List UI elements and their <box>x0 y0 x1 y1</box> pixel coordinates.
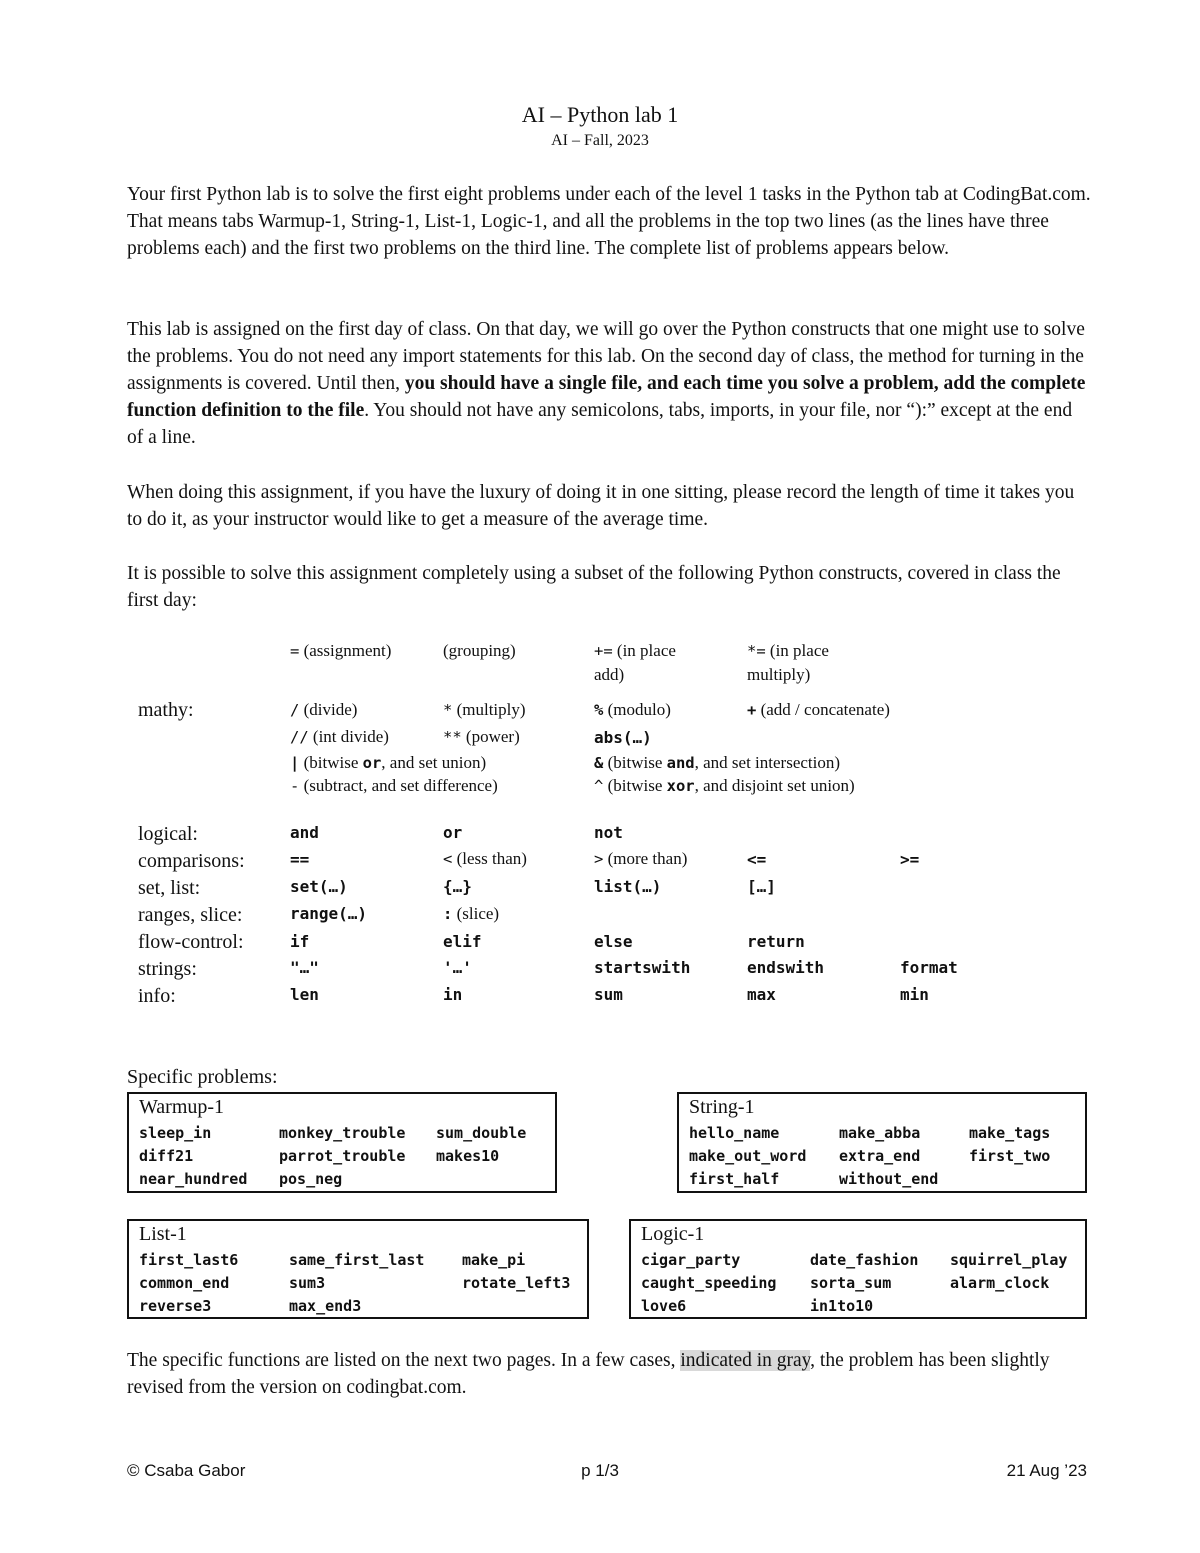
keyword-more-than: > (more than) <box>594 849 688 868</box>
flow-control-label: flow-control: <box>138 931 244 953</box>
construct-modulo: % (modulo) <box>594 700 671 719</box>
set-list-label: set, list: <box>138 877 201 899</box>
construct-divide: / (divide) <box>290 700 358 719</box>
problem-item: first_two <box>969 1147 1051 1165</box>
comparisons-label: comparisons: <box>138 850 245 872</box>
problem-item: alarm_clock <box>950 1274 1050 1292</box>
closing-pre: The specific functions are listed on the next two pages. In a few cases, <box>127 1350 681 1371</box>
keyword-sum: sum <box>594 985 623 1004</box>
problem-item: near_hundred <box>139 1170 248 1188</box>
mathy-label: mathy: <box>138 699 194 721</box>
keyword-list: list(…) <box>594 877 662 896</box>
construct-multiply: * (multiply) <box>443 700 526 719</box>
construct-times-equals: *= (in place <box>747 641 829 660</box>
construct-add: + (add / concatenate) <box>747 700 890 719</box>
keyword-greater-equal: >= <box>900 850 920 869</box>
closing-post: , the problem has been slightly revised from the version on codingbat.com. <box>127 1350 1050 1398</box>
keyword-and: and <box>290 823 319 842</box>
problem-item: max_end3 <box>289 1297 362 1315</box>
keyword-in: in <box>443 985 463 1004</box>
keyword-startswith: startswith <box>594 958 691 977</box>
keyword-endswith: endswith <box>747 958 825 977</box>
keyword-slice: : (slice) <box>443 904 500 923</box>
problem-item: make_abba <box>839 1124 921 1142</box>
keyword-equals: == <box>290 850 310 869</box>
constructs-paragraph: It is possible to solve this assignment completely using a subset of the following Python constructs, covered in class the first day: <box>127 563 1061 611</box>
timing-paragraph: When doing this assignment, if you have the luxury of doing it in one sitting, please record the length of time it takes you to do it, as your instructor would like to get a measure of the average time. <box>127 482 1075 530</box>
assignment-paragraph-bold: you should have a single file, and each time you solve a problem, add the complete function definition to the file <box>127 373 1086 421</box>
problem-item: make_tags <box>969 1124 1051 1142</box>
logic-1-title: Logic-1 <box>641 1223 705 1245</box>
construct-power: ** (power) <box>443 727 520 746</box>
construct-abs: abs(…) <box>594 728 652 747</box>
problem-item: sorta_sum <box>810 1274 892 1292</box>
string-1-title: String-1 <box>689 1096 755 1118</box>
assignment-paragraph <box>127 316 1092 451</box>
problem-item: monkey_trouble <box>279 1124 406 1142</box>
keyword-return: return <box>747 932 805 951</box>
construct-times-equals-cont: multiply) <box>747 665 811 684</box>
problem-item: same_first_last <box>289 1251 425 1269</box>
problem-item: hello_name <box>689 1124 780 1142</box>
problem-item: squirrel_play <box>950 1251 1068 1269</box>
keyword-or: or <box>443 823 463 842</box>
construct-plus-equals: += (in place <box>594 641 676 660</box>
problem-item: makes10 <box>436 1147 500 1165</box>
problem-item: rotate_left3 <box>462 1274 571 1292</box>
keyword-min: min <box>900 985 929 1004</box>
problem-item: caught_speeding <box>641 1274 777 1292</box>
intro-paragraph: Your first Python lab is to solve the first eight problems under each of the level 1 tasks in the Python tab at CodingBat.com. That means tabs Warmup-1, String-1, List-1, Logic-1, and all the problems in the top two lines (as the lines have three problems each) and the first two problems on the third line. The complete list of problems appears below. <box>127 184 1091 259</box>
keyword-range: range(…) <box>290 904 368 923</box>
info-label: info: <box>138 985 176 1007</box>
logic-1-box <box>629 1219 1087 1319</box>
keyword-elif: elif <box>443 932 482 951</box>
construct-bitwise-or: | (bitwise or, and set union) <box>290 753 487 772</box>
problem-item: reverse3 <box>139 1297 212 1315</box>
footer-page-number: p 1/3 <box>581 1461 619 1480</box>
problem-item: first_half <box>689 1170 780 1188</box>
keyword-if: if <box>290 932 310 951</box>
problem-item: in1to10 <box>810 1297 874 1315</box>
problem-item: first_last6 <box>139 1251 239 1269</box>
ranges-label: ranges, slice: <box>138 904 243 926</box>
keyword-set: set(…) <box>290 877 348 896</box>
problem-item: without_end <box>839 1170 939 1188</box>
problem-item: cigar_party <box>641 1251 741 1269</box>
assignment-paragraph-end: . You should not have any semicolons, tabs, imports, in your file, nor “):” except at the end of a line. <box>127 400 1073 448</box>
problem-item: love6 <box>641 1297 687 1315</box>
problem-item: pos_neg <box>279 1170 343 1188</box>
keyword-format: format <box>900 958 958 977</box>
specific-problems-label: Specific problems: <box>127 1066 278 1088</box>
page-subtitle: AI – Fall, 2023 <box>551 132 649 149</box>
list-1-title: List-1 <box>139 1223 187 1245</box>
keyword-double-quote: "…" <box>290 958 319 977</box>
construct-bitwise-xor: ^ (bitwise xor, and disjoint set union) <box>594 776 855 795</box>
list-1-box <box>127 1219 589 1319</box>
keyword-not: not <box>594 823 623 842</box>
problem-item: sleep_in <box>139 1124 212 1142</box>
warmup-1-box <box>127 1092 557 1193</box>
logical-label: logical: <box>138 823 198 845</box>
problem-item: make_out_word <box>689 1147 807 1165</box>
keyword-len: len <box>290 985 319 1004</box>
assignment-paragraph-start: This lab is assigned on the first day of class. On that day, we will go over the Python constructs that one might use to solve the problems. You do not need any import statements for this lab. On the second day of class, the method for turning in the assignments is covered. Until then, <box>127 319 1085 394</box>
problem-item: make_pi <box>462 1251 526 1269</box>
string-1-box <box>677 1092 1087 1193</box>
keyword-max: max <box>747 985 776 1004</box>
construct-assignment: = (assignment) <box>290 641 392 660</box>
problem-item: parrot_trouble <box>279 1147 406 1165</box>
strings-label: strings: <box>138 958 197 980</box>
footer-date: 21 Aug ’23 <box>1006 1461 1087 1480</box>
problem-item: extra_end <box>839 1147 921 1165</box>
keyword-else: else <box>594 932 633 951</box>
keyword-set-literal: {…} <box>443 877 472 896</box>
closing-paragraph <box>127 1347 1092 1401</box>
problem-item: diff21 <box>139 1147 194 1165</box>
construct-plus-equals-cont: add) <box>594 665 625 684</box>
construct-int-divide: // (int divide) <box>290 727 389 746</box>
keyword-single-quote: '…' <box>443 958 472 977</box>
problem-item: date_fashion <box>810 1251 919 1269</box>
construct-subtract: - (subtract, and set difference) <box>290 776 498 795</box>
keyword-list-literal: […] <box>747 877 776 896</box>
page-title: AI – Python lab 1 <box>521 102 679 127</box>
problem-item: common_end <box>139 1274 230 1292</box>
problem-item: sum_double <box>436 1124 527 1142</box>
construct-bitwise-and: & (bitwise and, and set intersection) <box>594 753 841 772</box>
problem-item: sum3 <box>289 1274 326 1292</box>
footer-copyright: © Csaba Gabor <box>127 1461 246 1480</box>
keyword-less-equal: <= <box>747 850 767 869</box>
gray-highlight: indicated in gray <box>680 1350 811 1371</box>
warmup-1-title: Warmup-1 <box>139 1096 225 1118</box>
keyword-less-than: < (less than) <box>443 849 527 868</box>
construct-grouping: (grouping) <box>443 641 516 660</box>
